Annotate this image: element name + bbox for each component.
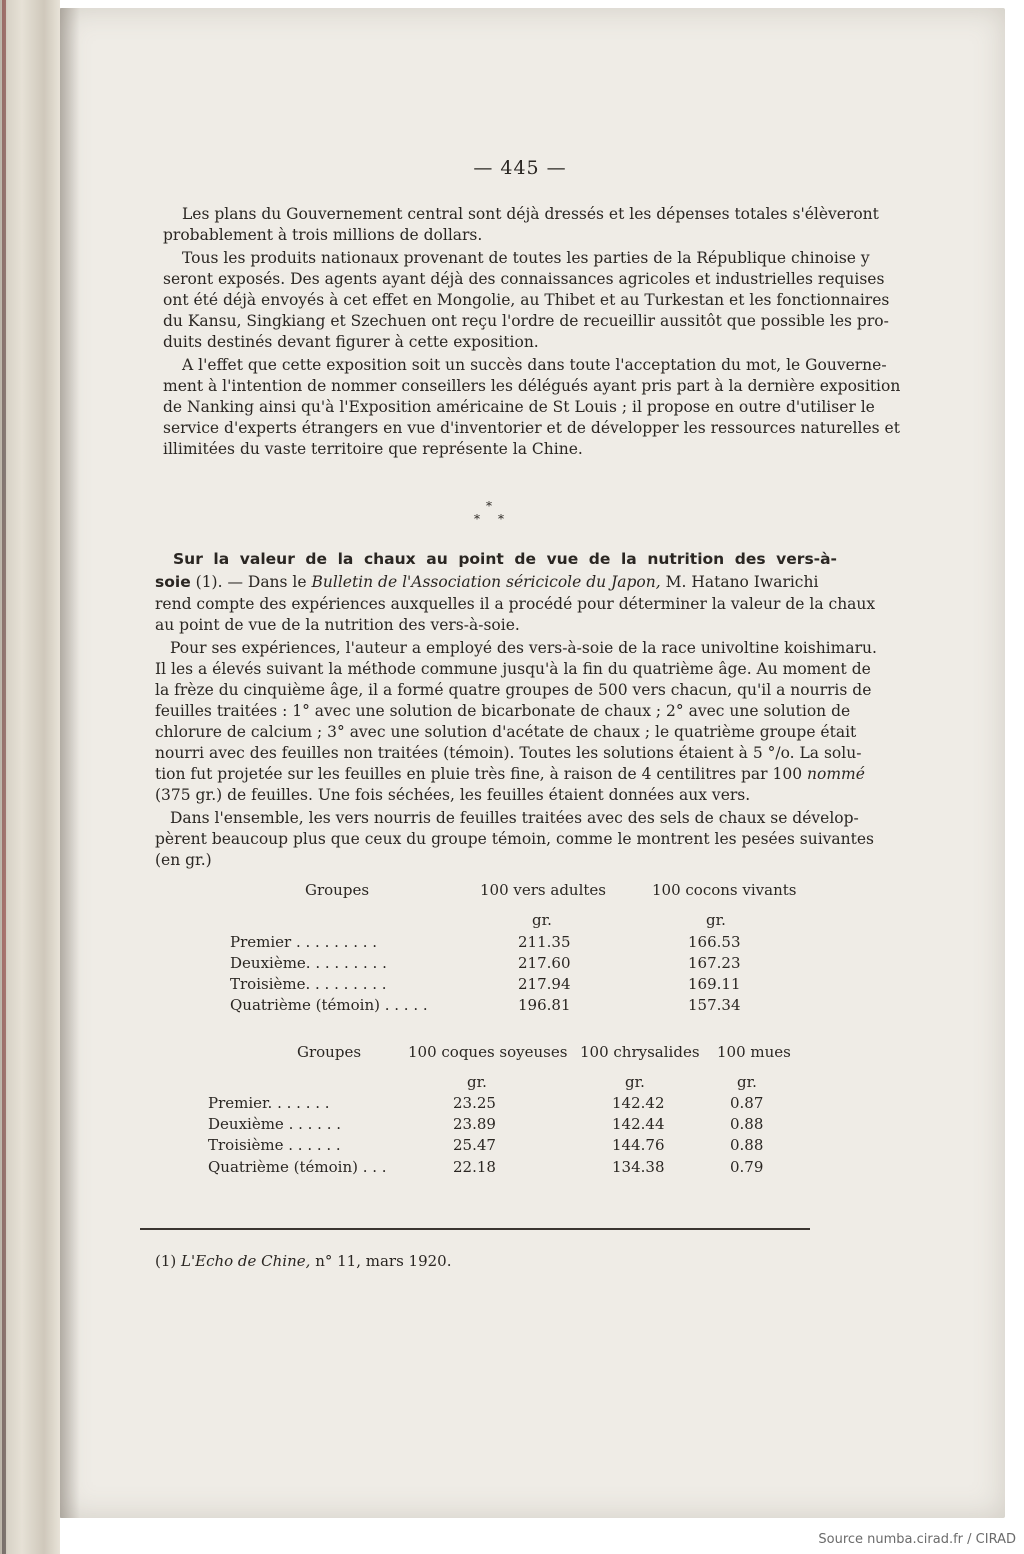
table-cell: 0.79 — [730, 1158, 764, 1176]
table-cell: 23.89 — [453, 1115, 496, 1133]
asterisk: * — [498, 512, 504, 526]
table-row-label: Troisième. . . . . . . . . — [230, 975, 387, 993]
table-row-label: Troisième . . . . . . — [208, 1136, 341, 1154]
asterisk: * — [474, 512, 480, 526]
table-row-label: Premier . . . . . . . . . — [230, 933, 378, 951]
table-cell: 144.76 — [612, 1136, 665, 1154]
table-unit: gr. — [625, 1073, 645, 1091]
table-header: Groupes — [305, 881, 370, 899]
table-unit: gr. — [532, 911, 552, 929]
text-fragment: M. Hatano Iwarichi — [660, 573, 819, 591]
table-cell: 166.53 — [688, 933, 741, 951]
text-line — [155, 764, 865, 785]
journal-title: Bulletin de l'Association séricicole du Japon, — [311, 573, 661, 591]
text-line: Dans l'ensemble, les vers nourris de feuilles traitées avec des sels de chaux se dévelop- — [170, 809, 859, 827]
table-row-label: Quatrième (témoin) . . . — [208, 1158, 387, 1176]
spine-edge — [2, 0, 6, 1554]
text-line: (375 gr.) de feuilles. Une fois séchées, les feuilles étaient données aux vers. — [155, 786, 751, 804]
text-line: chlorure de calcium ; 3° avec une solution d'acétate de chaux ; le quatrième groupe était — [155, 723, 857, 741]
table-header: 100 cocons vivants — [652, 881, 797, 899]
section-heading: Sur la valeur de la chaux au point de vue de la nutrition des vers-à- — [173, 550, 837, 568]
table-unit: gr. — [706, 911, 726, 929]
table-cell: 0.88 — [730, 1115, 764, 1133]
table-header: 100 vers adultes — [480, 881, 606, 899]
footnote-separator — [140, 1228, 810, 1230]
text-line: illimitées du vaste territoire que représente la Chine. — [163, 440, 583, 458]
footnote — [155, 1252, 452, 1270]
text-line: au point de vue de la nutrition des vers-à-soie. — [155, 616, 520, 634]
table-header: 100 coques soyeuses — [408, 1043, 568, 1061]
text-line: Tous les produits nationaux provenant de toutes les parties de la République chinoise y — [182, 249, 870, 267]
table-cell: 0.88 — [730, 1136, 764, 1154]
text-line: ont été déjà envoyés à cet effet en Mongolie, au Thibet et au Turkestan et les fonctionnaires — [163, 291, 890, 309]
text-line: feuilles traitées : 1° avec une solution de bicarbonate de chaux ; 2° avec une solution de — [155, 702, 851, 720]
book-spine — [0, 0, 60, 1554]
table-cell: 217.94 — [518, 975, 571, 993]
text-line: seront exposés. Des agents ayant déjà des connaissances agricoles et industrielles requises — [163, 270, 885, 288]
table-header: 100 mues — [717, 1043, 791, 1061]
text-line: rend compte des expériences auxquelles il a procédé pour déterminer la valeur de la chaux — [155, 595, 876, 613]
table-header: Groupes — [297, 1043, 362, 1061]
text-line: pèrent beaucoup plus que ceux du groupe témoin, comme le montrent les pesées suivantes — [155, 830, 875, 848]
footnote-ref: (1). — [195, 573, 223, 591]
section-heading-end: soie — [155, 573, 191, 591]
table-cell: 25.47 — [453, 1136, 496, 1154]
text-line: (en gr.) — [155, 851, 212, 869]
table-cell: 167.23 — [688, 954, 741, 972]
asterisk: * — [486, 499, 492, 513]
text-line: Les plans du Gouvernement central sont déjà dressés et les dépenses totales s'élèveront — [182, 205, 879, 223]
table-cell: 23.25 — [453, 1094, 496, 1112]
text-fragment: tion fut projetée sur les feuilles en pluie très fine, à raison de 4 centilitres par 100 — [155, 765, 808, 783]
table-cell: 211.35 — [518, 933, 571, 951]
text-line: A l'effet que cette exposition soit un succès dans toute l'acceptation du mot, le Gouverne- — [182, 356, 887, 374]
table-header: 100 chrysalides — [580, 1043, 700, 1061]
table-row-label: Deuxième. . . . . . . . . — [230, 954, 387, 972]
footnote-detail: n° 11, mars 1920. — [310, 1252, 452, 1270]
source-credit: Source numba.cirad.fr / CIRAD — [818, 1532, 1016, 1547]
table-unit: gr. — [467, 1073, 487, 1091]
text-fragment: — Dans le — [222, 573, 312, 591]
table-cell: 134.38 — [612, 1158, 665, 1176]
table-cell: 196.81 — [518, 996, 571, 1014]
table-row-label: Quatrième (témoin) . . . . . — [230, 996, 428, 1014]
table-cell: 169.11 — [688, 975, 741, 993]
table-cell: 142.44 — [612, 1115, 665, 1133]
text-line: la frèze du cinquième âge, il a formé quatre groupes de 500 vers chacun, qu'il a nourris de — [155, 681, 872, 699]
page-number: — 445 — — [473, 157, 567, 179]
table-row-label: Premier. . . . . . . — [208, 1094, 330, 1112]
table-unit: gr. — [737, 1073, 757, 1091]
table-row-label: Deuxième . . . . . . — [208, 1115, 342, 1133]
text-line: Il les a élevés suivant la méthode commune jusqu'à la fin du quatrième âge. Au moment de — [155, 660, 871, 678]
text-line: duits destinés devant figurer à cette exposition. — [163, 333, 539, 351]
text-line — [155, 572, 837, 593]
text-line: service d'experts étrangers en vue d'inventorier et de développer les ressources naturelles et — [163, 419, 900, 437]
footnote-marker: (1) — [155, 1252, 177, 1270]
text-line: probablement à trois millions de dollars. — [163, 226, 483, 244]
text-line: de Nanking ainsi qu'à l'Exposition américaine de St Louis ; il propose en outre d'utiliser le — [163, 398, 875, 416]
table-cell: 217.60 — [518, 954, 571, 972]
table-cell: 157.34 — [688, 996, 741, 1014]
table-cell: 22.18 — [453, 1158, 496, 1176]
text-line: du Kansu, Singkiang et Szechuen ont reçu l'ordre de recueillir aussitôt que possible les pro- — [163, 312, 889, 330]
footnote-source: L'Echo de Chine, — [181, 1252, 311, 1270]
asterism-divider — [470, 500, 510, 526]
table-cell: 142.42 — [612, 1094, 665, 1112]
text-line: ment à l'intention de nommer conseillers les délégués ayant pris part à la dernière exposition — [163, 377, 901, 395]
text-line: nourri avec des feuilles non traitées (témoin). Toutes les solutions étaient à 5 °/o. La solu- — [155, 744, 862, 762]
page-fold-shadow — [60, 8, 80, 1518]
table-cell: 0.87 — [730, 1094, 764, 1112]
unit-term: nommé — [807, 765, 865, 783]
text-line: Pour ses expériences, l'auteur a employé des vers-à-soie de la race univoltine koishimaru. — [170, 639, 877, 657]
